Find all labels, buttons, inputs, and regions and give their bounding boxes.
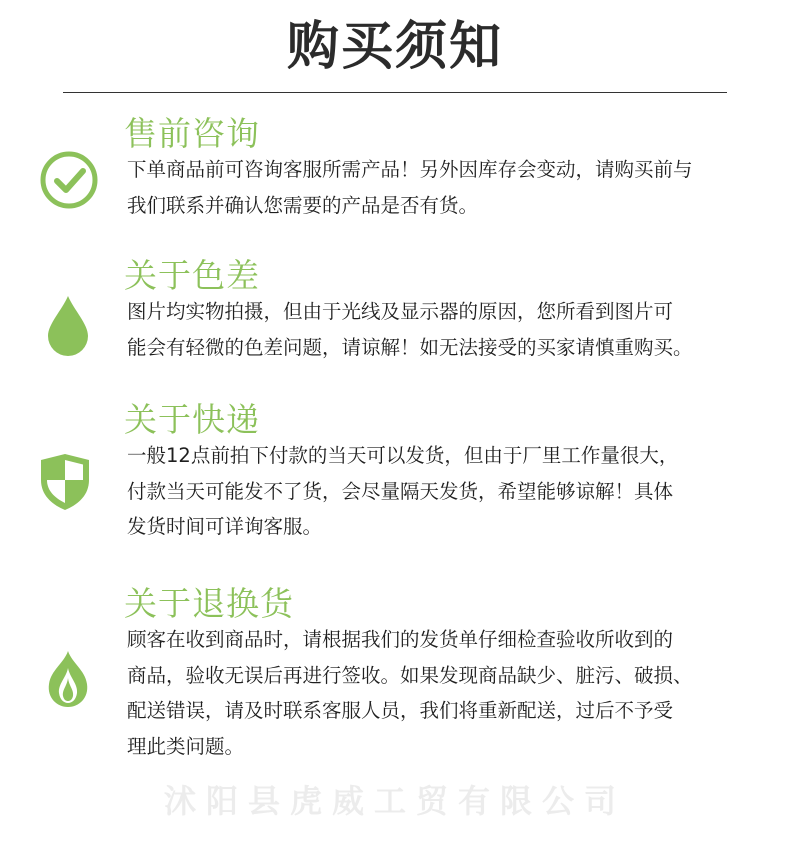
section-body bbox=[127, 152, 777, 223]
body-line: 配送错误，请及时联系客服人员，我们将重新配送，过后不予受 bbox=[127, 699, 674, 722]
section-body bbox=[127, 438, 777, 545]
section-heading: 关于退换货 bbox=[124, 584, 294, 623]
title-divider bbox=[63, 92, 727, 93]
body-line: 图片均实物拍摄，但由于光线及显示器的原因，您所看到图片可 bbox=[127, 300, 674, 323]
section-delivery bbox=[0, 398, 790, 558]
body-line: 我们联系并确认您需要的产品是否有货。 bbox=[127, 193, 479, 217]
section-returns bbox=[0, 582, 790, 772]
section-presale bbox=[0, 112, 790, 232]
flame-icon bbox=[42, 648, 94, 710]
body-line: 一般12点前拍下付款的当天可以发货，但由于厂里工作量很大， bbox=[127, 444, 679, 467]
shield-icon bbox=[39, 452, 91, 512]
body-line: 发货时间可详询客服。 bbox=[127, 515, 323, 538]
body-line: 理此类问题。 bbox=[127, 734, 245, 758]
body-line: 付款当天可能发不了货，会尽量隔天发货，希望能够谅解！具体 bbox=[127, 479, 674, 503]
body-line: 能会有轻微的色差问题，请谅解！如无法接受的买家请慎重购买。 bbox=[127, 335, 693, 359]
water-drop-icon bbox=[45, 294, 91, 358]
section-body bbox=[127, 622, 777, 764]
body-line: 商品，验收无误后再进行签收。如果发现商品缺少、脏污、破损、 bbox=[127, 663, 693, 687]
body-line: 顾客在收到商品时，请根据我们的发货单仔细检查验收所收到的 bbox=[127, 628, 674, 651]
check-circle-icon bbox=[38, 149, 100, 211]
page-title: 购买须知 bbox=[286, 17, 503, 77]
section-body bbox=[127, 294, 777, 365]
section-heading: 关于色差 bbox=[124, 256, 260, 295]
section-color-difference bbox=[0, 254, 790, 374]
section-heading: 售前咨询 bbox=[124, 114, 260, 153]
body-line: 下单商品前可咨询客服所需产品！另外因库存会变动，请购买前与 bbox=[127, 158, 693, 181]
section-heading: 关于快递 bbox=[124, 400, 260, 439]
company-watermark: 沭阳县虎威工贸有限公司 bbox=[163, 782, 626, 820]
